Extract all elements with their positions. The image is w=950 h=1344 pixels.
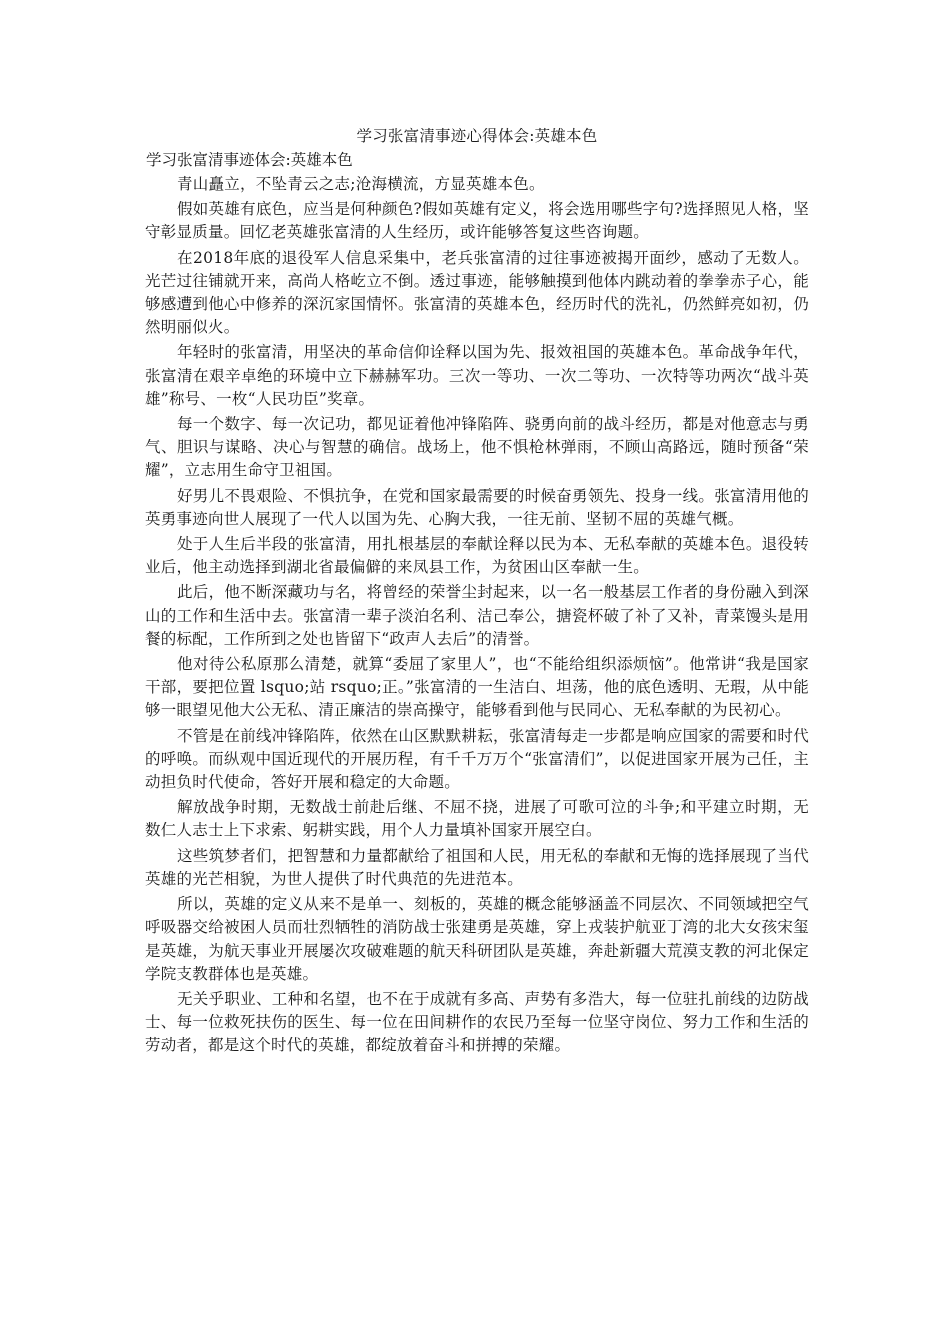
paragraph: 在2018年底的退役军人信息采集中，老兵张富清的过往事迹被揭开面纱，感动了无数人。光芒过往铺就开来，高尚人格屹立不倒。透过事迹，能够触摸到他体内跳动着的拳拳赤子心，能够感遭到他心中修养的深沉家国情怀。张富清的英雄本色，经历时代的洗礼，仍然鲜亮如初，仍然明丽似火。 [145, 248, 809, 337]
paragraph: 无关乎职业、工种和名望，也不在于成就有多高、声势有多浩大，每一位驻扎前线的边防战士、每一位救死扶伤的医生、每一位在田间耕作的农民乃至每一位坚守岗位、努力工作和生活的劳动者，都是这个时代的英雄，都绽放着奋斗和拼搏的荣耀。 [145, 989, 809, 1055]
paragraph: 处于人生后半段的张富清，用扎根基层的奉献诠释以民为本、无私奉献的英雄本色。退役转业后，他主动选择到湖北省最偏僻的来凤县工作，为贫困山区奉献一生。 [145, 535, 809, 577]
paragraph: 青山矗立，不坠青云之志;沧海横流，方显英雄本色。 [177, 175, 545, 193]
paragraph: 不管是在前线冲锋陷阵，依然在山区默默耕耘，张富清每走一步都是响应国家的需要和时代的呼唤。而纵观中国近现代的开展历程，有千千万万个“张富清们”，以促进国家开展为己任，主动担负时代使命，答好开展和稳定的大命题。 [145, 726, 809, 792]
paragraph: 所以，英雄的定义从来不是单一、刻板的，英雄的概念能够涵盖不同层次、不同领域把空气呼吸器交给被困人员而壮烈牺牲的消防战士张建勇是英雄，穿上戎装护航亚丁湾的北大女孩宋玺是英雄，为航天事业开展屡次攻破难题的航天科研团队是英雄，奔赴新疆大荒漠支教的河北保定学院支教群体也是英雄。 [145, 895, 809, 983]
document-body [145, 126, 809, 1058]
paragraph: 每一个数字、每一次记功，都见证着他冲锋陷阵、骁勇向前的战斗经历，都是对他意志与勇气、胆识与谋略、决心与智慧的确信。战场上，他不惧枪林弹雨，不顾山高路远，随时预备“荣耀”，立志用生命守卫祖国。 [145, 415, 809, 480]
paragraph: 年轻时的张富清，用坚决的革命信仰诠释以国为先、报效祖国的英雄本色。革命战争年代，张富清在艰辛卓绝的环境中立下赫赫军功。三次一等功、一次二等功、一次特等功两次“战斗英雄”称号、一枚“人民功臣”奖章。 [145, 343, 809, 408]
paragraph: 解放战争时期，无数战士前赴后继、不屈不挠，进展了可歌可泣的斗争;和平建立时期，无数仁人志士上下求索、躬耕实践，用个人力量填补国家开展空白。 [145, 798, 809, 840]
paragraph: 这些筑梦者们，把智慧和力量都献给了祖国和人民，用无私的奉献和无悔的选择展现了当代英雄的光芒相貌，为世人提供了时代典范的先进范本。 [145, 846, 809, 888]
paragraph: 此后，他不断深藏功与名，将曾经的荣誉尘封起来，以一名一般基层工作者的身份融入到深山的工作和生活中去。张富清一辈子淡泊名利、洁己奉公，搪瓷杯破了补了又补，青菜馒头是用餐的标配，工作所到之处也皆留下“政声人去后”的清誉。 [145, 583, 809, 648]
document-subtitle: 学习张富清事迹体会:英雄本色 [146, 151, 353, 169]
paragraph: 他对待公私原那么清楚，就算“委屈了家里人”，也“不能给组织添烦恼”。他常讲“我是国家干部，要把位置 lsquo;站 rsquo;正。”张富清的一生洁白、坦荡，他的底色透明、无瑕，从中能够一眼望见他大公无私、清正廉洁的崇高操守，能够看到他与民同心、无私奉献的为民初心。 [145, 655, 809, 720]
document-title: 学习张富清事迹心得体会:英雄本色 [356, 127, 598, 145]
paragraph: 好男儿不畏艰险、不惧抗争，在党和国家最需要的时候奋勇领先、投身一线。张富清用他的英勇事迹向世人展现了一代人以国为先、心胸大我，一往无前、坚韧不屈的英雄气概。 [145, 486, 809, 528]
paragraph: 假如英雄有底色，应当是何种颜色?假如英雄有定义，将会选用哪些字句?选择照见人格，坚守彰显质量。回忆老英雄张富清的人生经历，或许能够答复这些咨询题。 [145, 200, 809, 242]
